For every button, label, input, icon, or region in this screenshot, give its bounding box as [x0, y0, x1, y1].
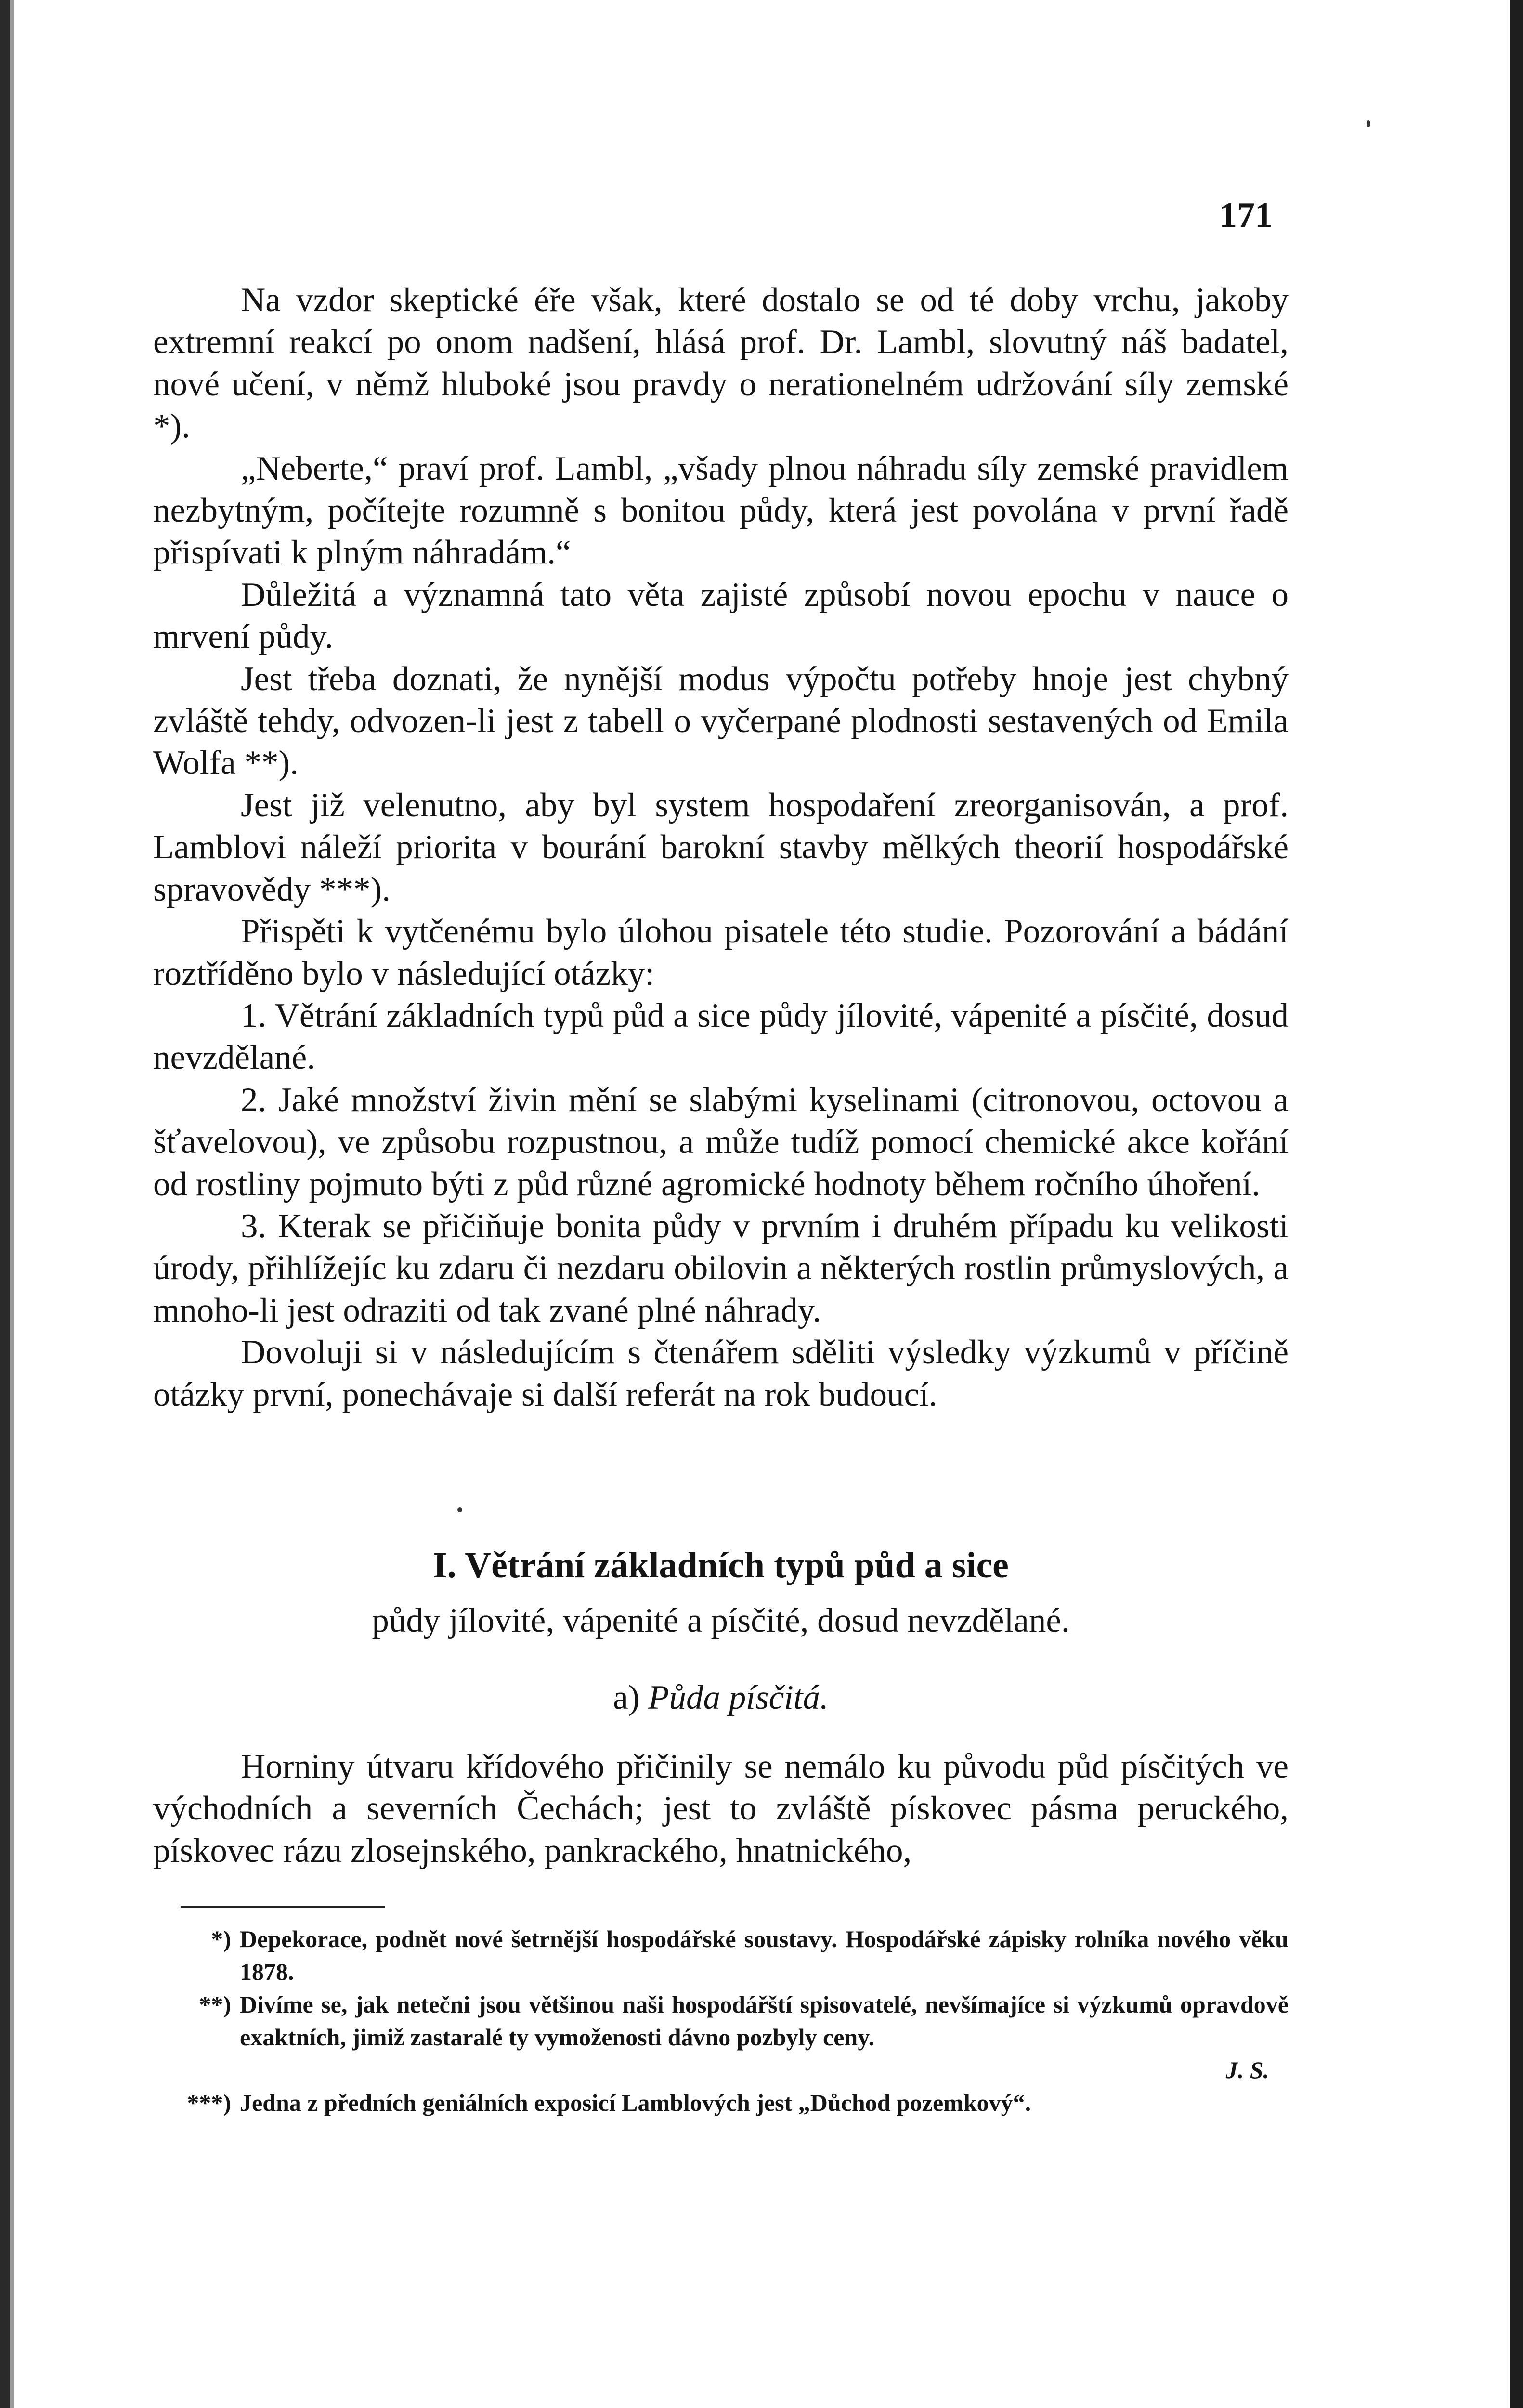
question-item: 1. Větrání základních typů půd a sice půdy jílovité, vápenité a písčité, dosud nevzdělané. [153, 996, 1289, 1077]
scan-speck [1367, 120, 1370, 127]
footnote [153, 1923, 1289, 1988]
paragraph: Na vzdor skeptické éře však, které dostalo se od té doby vrchu, jakoby extremní reakcí po onom nadšení, hlásá prof. Dr. Lambl, slovutný náš badatel, nové učení, v němž hluboké jsou pravdy o nerationelném udržování síly zemské *). [153, 281, 1289, 445]
subsection-label: a) [613, 1679, 640, 1716]
paragraph: Jest již velenutno, aby byl system hospodaření zreorganisován, a prof. Lamblovi náleží priorita v bourání barokní stavby mělkých theorií hospodářské spravovědy ***). [153, 786, 1289, 908]
section-subtitle: půdy jílovité, vápenité a písčité, dosud nevzdělané. [372, 1602, 1070, 1639]
question-item: 2. Jaké množství živin mění se slabými kyselinami (citronovou, octovou a šťavelovou), ve způsobu rozpustnou, a může tudíž pomocí chemické akce kořání od rostliny pojmuto býti z půd různé agromické hodnoty během ročního úhoření. [153, 1081, 1289, 1203]
subsection-heading [153, 1674, 1289, 1722]
paragraph: Důležitá a významná tato věta zajisté způsobí novou epochu v nauce o mrvení půdy. [153, 576, 1289, 656]
paragraph: Dovoluji si v následujícím s čtenářem sděliti výsledky výzkumů v příčině otázky první, ponechávaje si další referát na rok budoucí. [153, 1334, 1289, 1413]
footnote-mark: *) [211, 1925, 231, 1952]
section-heading [153, 1541, 1289, 1722]
scan-left-edge [0, 0, 10, 2408]
paragraph: Přispěti k vytčenému bylo úlohou pisatele této studie. Pozorování a bádání roztříděno bylo v následující otázky: [153, 913, 1289, 993]
paragraph: Jest třeba doznati, že nynější modus výpočtu potřeby hnoje jest chybný zvláště tehdy, odvozen-li jest z tabell o vyčerpané plodnosti sestavených od Emila Wolfa **). [153, 660, 1289, 782]
footnote [153, 1988, 1289, 2054]
body-text-top [153, 279, 1289, 1416]
paragraph: Horniny útvaru křídového přičinily se nemálo ku původu půd písčitých ve východních a severních Čechách; jest to zvláště pískovec pásma peruckého, pískovec rázu zlosejnského, pankrackého, hnatnického, [153, 1748, 1289, 1870]
paragraph: „Neberte,“ praví prof. Lambl, „všady plnou náhradu síly zemské pravidlem nezbytným, počítejte rozumně s bonitou půdy, která jest povolána v první řadě přispívati k plným náhradám.“ [153, 449, 1289, 572]
footnote-text: Divíme se, jak netečni jsou většinou naši hospodářští spisovatelé, nevšímajíce si výzkumů opravdově exaktních, jimiž zastaralé ty vymoženosti dávno pozbyly ceny. [240, 1991, 1289, 2051]
scan-right-edge [1510, 0, 1523, 2408]
scan-left-edge-shadow [10, 0, 14, 2408]
subsection-title: Půda písčitá. [648, 1679, 829, 1716]
footnote-text: Depekorace, podnět nové šetrnější hospodářské soustavy. Hospodářské zápisky rolníka nového věku 1878. [240, 1925, 1289, 1985]
section-title: I. Větrání základních typů půd a sice [433, 1545, 1009, 1585]
footnotes [153, 1923, 1289, 2119]
footnote-divider [181, 1906, 385, 1908]
footnote-text: Jedna z předních geniálních exposicí Lamblových jest „Důchod pozemkový“. [240, 2089, 1031, 2116]
footnote-mark: **) [199, 1991, 231, 2018]
body-text-bottom [153, 1746, 1289, 1872]
scan-speck [457, 1507, 462, 1512]
page-number: 171 [1219, 196, 1273, 235]
question-item: 3. Kterak se přičiňuje bonita půdy v prvním i druhém případu ku velikosti úrody, přihlížejíc ku zdaru či nezdaru obilovin a některých rostlin průmyslových, a mnoho-li jest odraziti od tak zvané plné náhrady. [153, 1207, 1289, 1329]
footnote-mark: ***) [187, 2089, 231, 2116]
footnote [153, 2086, 1289, 2119]
footnote-signature: J. S. [1225, 2056, 1269, 2083]
